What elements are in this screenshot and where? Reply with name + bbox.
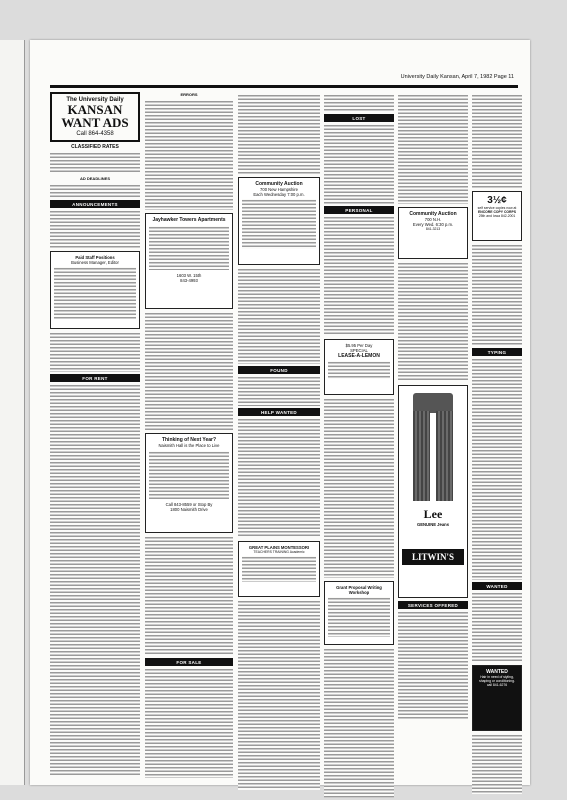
- montessori-ad: [238, 541, 320, 597]
- personal-text-2: [324, 398, 394, 578]
- auction-2-title: Community Auction: [409, 211, 457, 217]
- column-3: [238, 92, 320, 771]
- column-5: [398, 92, 468, 771]
- naismith-address: 1800 Naismith Drive: [170, 507, 208, 512]
- lee-logo: Lee: [423, 507, 443, 521]
- column-5-text-2: [398, 262, 468, 382]
- sale-text: [238, 268, 320, 364]
- rent-text-3: [145, 536, 233, 656]
- paid-staff-ad: [50, 251, 140, 329]
- column-6-bottom-text: [472, 734, 522, 794]
- litwins-logo: LITWIN'S: [402, 549, 464, 565]
- auction-2-address: 700 N.H.: [424, 217, 442, 222]
- found-text: [238, 376, 320, 406]
- errors-heading: ERRORS: [180, 92, 198, 97]
- column-5-text: [398, 94, 468, 204]
- sublease-ad: [324, 339, 394, 395]
- lee-tagline: GENUINE Jeans: [416, 522, 450, 527]
- masthead-line1: The University Daily: [66, 97, 124, 103]
- running-head: University Daily Kansan, April 7, 1982 Page 11: [400, 74, 514, 80]
- montessori-subtitle: TEACHERS TRAINING Academic: [253, 550, 305, 554]
- for-sale-text: [145, 668, 233, 778]
- services-offered-header: SERVICES OFFERED: [398, 601, 468, 609]
- header-rule: [50, 85, 518, 88]
- hair-text: Hair in need of styling, shaping or conditioning.: [479, 675, 515, 683]
- naismith-phone: Call 843-8559 or Stop By: [165, 502, 213, 507]
- masthead: [50, 92, 140, 142]
- help-wanted-header: HELP WANTED: [238, 408, 320, 416]
- rent-text-2: [145, 312, 233, 430]
- ad-deadlines-heading: AD DEADLINES: [79, 176, 110, 181]
- hair-wanted-ad: [472, 665, 522, 731]
- services-text: [398, 611, 468, 719]
- for-rent-header: FOR RENT: [50, 374, 140, 382]
- column-4: [324, 92, 394, 771]
- encore-price: 3½¢: [487, 195, 507, 206]
- found-header: FOUND: [238, 366, 320, 374]
- encore-text: self service copies now at: [477, 206, 517, 210]
- writing-workshop-ad: [324, 581, 394, 645]
- misc-text: [50, 332, 140, 372]
- wanted-header: WANTED: [472, 582, 522, 590]
- jeans-illustration: [408, 393, 458, 503]
- jayhawker-ad: [145, 213, 233, 309]
- hair-phone: call 841-6276: [486, 683, 508, 687]
- lost-header: LOST: [324, 114, 394, 122]
- auction-2-phone: 841-3213: [425, 227, 441, 231]
- column-1: [50, 92, 140, 771]
- auction-1-title: Community Auction: [255, 181, 303, 187]
- help-wanted-text-2: [238, 600, 320, 790]
- for-sale-header: FOR SALE: [145, 658, 233, 666]
- column-2: [145, 92, 233, 771]
- sublease-body: [328, 361, 390, 379]
- sublease-line2: SPECIAL: [350, 348, 368, 353]
- column-4-bottom-text: [324, 648, 394, 798]
- column-4-text: [324, 94, 394, 112]
- naismith-ad: [145, 433, 233, 533]
- workshop-title: Grant Proposal Writing Workshop: [336, 585, 382, 595]
- encore-address: 25th and Iowa 842-2001: [478, 214, 516, 218]
- community-auction-ad-2: [398, 207, 468, 259]
- column-6: [472, 92, 522, 771]
- personal-text: [324, 216, 394, 336]
- masthead-title: KANSAN WANT ADS: [61, 102, 129, 130]
- encore-copy-ad: [472, 191, 522, 241]
- paid-staff-subtitle: Business Manager, Editor: [71, 260, 119, 265]
- sublease-line1: $5.95 Per Day: [345, 343, 373, 348]
- auction-2-time: Every Wed. 6:30 p.m.: [412, 222, 454, 227]
- community-auction-ad-1: [238, 177, 320, 265]
- column-6-text: [472, 94, 522, 188]
- column-3-text: [238, 94, 320, 174]
- masthead-phone: Call 864-4358: [76, 131, 114, 137]
- rates-table: [50, 152, 140, 174]
- paid-staff-body: [54, 267, 136, 319]
- sublease-line3: LEASE-A-LEMON: [338, 353, 380, 359]
- montessori-title: GREAT PLAINS MONTESSORI: [248, 545, 310, 550]
- newspaper-page: [30, 40, 530, 785]
- jayhawker-phone: 843-4993: [180, 278, 198, 283]
- personal-header: PERSONAL: [324, 206, 394, 214]
- naismith-subtitle: Naismith Hall is the Place to Live: [158, 443, 220, 448]
- deadlines-text: [50, 184, 140, 198]
- paid-staff-title: Paid Staff Positions: [75, 255, 115, 260]
- auction-1-time: Each Wednesday 7:00 p.m.: [253, 192, 305, 197]
- encore-name: ENCORE COPY CORPS: [478, 210, 516, 214]
- typing-text: [472, 358, 522, 580]
- announcements-header: ANNOUNCEMENTS: [50, 200, 140, 208]
- montessori-body: [242, 556, 316, 582]
- typing-header: TYPING: [472, 348, 522, 356]
- help-wanted-text: [238, 418, 320, 538]
- adjacent-page-edge: [0, 40, 25, 785]
- jayhawker-address: 1603 W. 15th: [176, 273, 202, 278]
- column-6-text-2: [472, 244, 522, 346]
- jayhawker-body: [149, 226, 229, 270]
- naismith-body: [149, 451, 229, 499]
- lee-jeans-ad: [398, 385, 468, 598]
- naismith-title: Thinking of Next Year?: [161, 437, 217, 443]
- auction-1-address: 700 New Hampshire: [260, 187, 298, 192]
- workshop-body: [328, 597, 390, 637]
- column-2-text: [145, 100, 233, 210]
- auction-1-body: [242, 199, 316, 249]
- classified-rates-heading: CLASSIFIED RATES: [71, 144, 119, 150]
- jayhawker-title: Jayhawker Towers Apartments: [152, 217, 226, 223]
- wanted-text: [472, 592, 522, 662]
- announcements-text: [50, 210, 140, 248]
- for-rent-text: [50, 384, 140, 776]
- lost-text: [324, 124, 394, 204]
- hair-title: WANTED: [486, 669, 508, 675]
